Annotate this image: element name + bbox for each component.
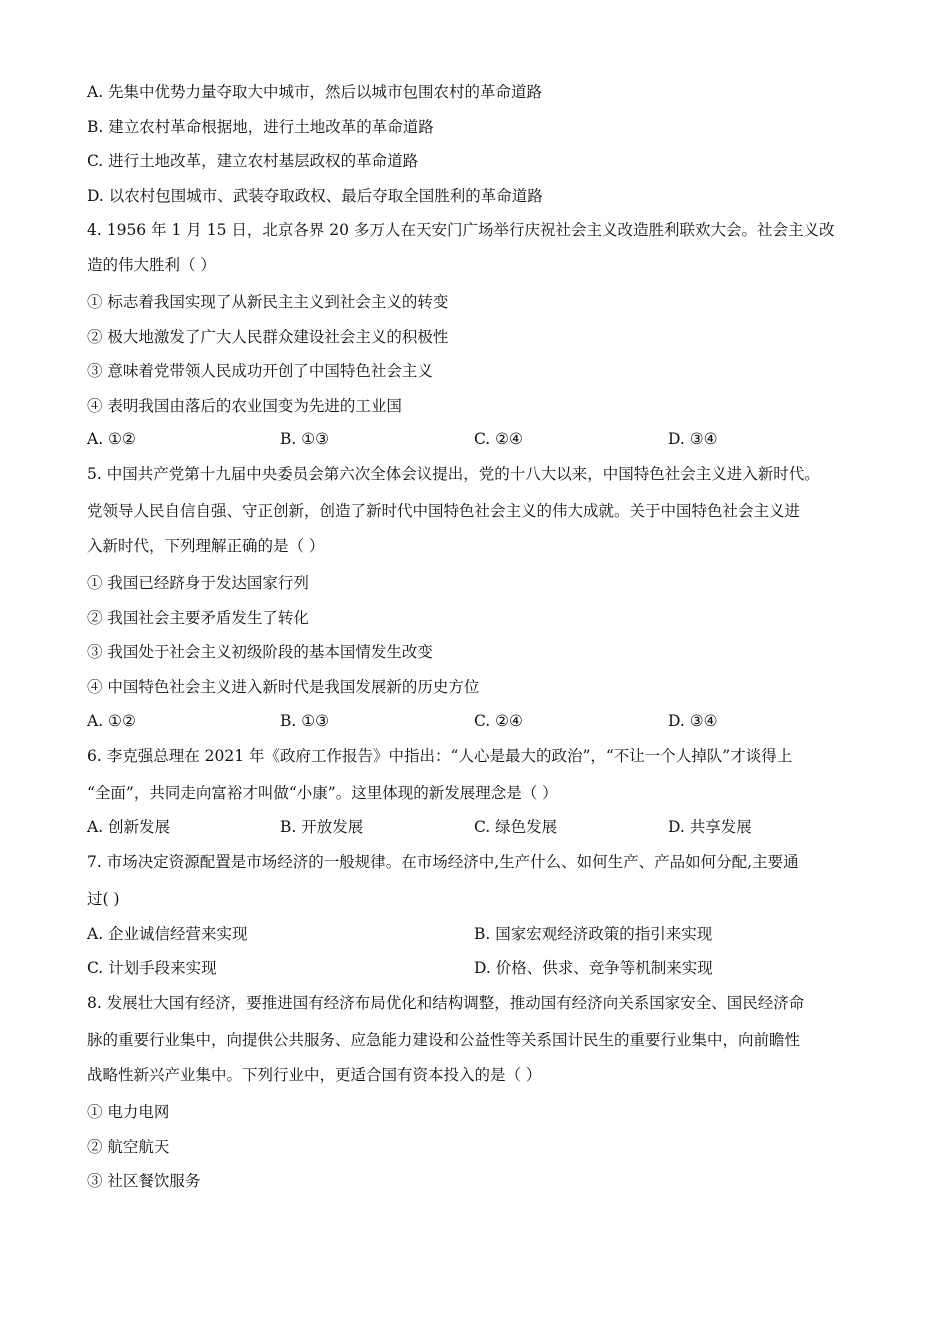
q3-option-a: A. 先集中优势力量夺取大中城市，然后以城市包围农村的革命道路 <box>87 83 543 101</box>
q3-option-c: C. 进行土地改革，建立农村基层政权的革命道路 <box>87 152 419 170</box>
q7-option-d: D. 价格、供求、竞争等机制来实现 <box>474 959 713 977</box>
q4-statement-4: ④ 表明我国由落后的农业国变为先进的工业国 <box>87 397 402 415</box>
q6-options-row <box>87 817 877 837</box>
q8-stem-line-1: 8. 发展壮大国有经济，要推进国有经济布局优化和结构调整，推动国有经济向关系国家安全、国民经济命 <box>87 994 805 1012</box>
q6-option-a: A. 创新发展 <box>87 818 171 836</box>
q5-statement-4: ④ 中国特色社会主义进入新时代是我国发展新的历史方位 <box>87 678 480 696</box>
q7-stem-line-2: 过( ) <box>87 890 120 908</box>
q5-stem-line-1: 5. 中国共产党第十九届中央委员会第六次全体会议提出，党的十八大以来，中国特色社会主义进入新时代。 <box>87 465 820 483</box>
q4-statement-3: ③ 意味着党带领人民成功开创了中国特色社会主义 <box>87 362 433 380</box>
q7-stem-line-1: 7. 市场决定资源配置是市场经济的一般规律。在市场经济中,生产什么、如何生产、产品如何分配,主要通 <box>87 853 799 871</box>
q7-option-c: C. 计划手段来实现 <box>87 959 217 977</box>
q6-option-d: D. 共享发展 <box>668 818 752 836</box>
q5-stem-line-3: 入新时代，下列理解正确的是（ ） <box>87 537 325 555</box>
q8-statement-1: ① 电力电网 <box>87 1103 170 1121</box>
q4-stem-line-2: 造的伟大胜利（ ） <box>87 256 216 274</box>
q6-stem-line-1: 6. 李克强总理在 2021 年《政府工作报告》中指出：“人心是最大的政治”，“不让一个人掉队”才谈得上 <box>87 747 793 765</box>
q8-statement-3: ③ 社区餐饮服务 <box>87 1172 201 1190</box>
q5-statement-1: ① 我国已经跻身于发达国家行列 <box>87 574 309 592</box>
q7-options-row-1 <box>87 924 877 944</box>
q5-option-c: C. ②④ <box>474 712 523 730</box>
q5-statement-3: ③ 我国处于社会主义初级阶段的基本国情发生改变 <box>87 643 433 661</box>
q7-option-b: B. 国家宏观经济政策的指引来实现 <box>474 925 713 943</box>
q8-statement-2: ② 航空航天 <box>87 1138 170 1156</box>
q6-option-c: C. 绿色发展 <box>474 818 558 836</box>
q8-stem-line-2: 脉的重要行业集中，向提供公共服务、应急能力建设和公益性等关系国计民生的重要行业集中，向前瞻性 <box>87 1031 801 1049</box>
q7-options-row-2 <box>87 958 877 978</box>
q6-option-b: B. 开放发展 <box>280 818 364 836</box>
q3-option-d: D. 以农村包围城市、武装夺取政权、最后夺取全国胜利的革命道路 <box>87 187 543 205</box>
q7-option-a: A. 企业诚信经营来实现 <box>87 925 248 943</box>
q4-option-a: A. ①② <box>87 430 136 448</box>
q5-option-d: D. ③④ <box>668 712 718 730</box>
q4-statement-2: ② 极大地激发了广大人民群众建设社会主义的积极性 <box>87 328 449 346</box>
q5-statement-2: ② 我国社会主要矛盾发生了转化 <box>87 609 309 627</box>
q4-option-c: C. ②④ <box>474 430 523 448</box>
q4-option-b: B. ①③ <box>280 430 330 448</box>
q4-options-row <box>87 429 877 449</box>
q5-option-b: B. ①③ <box>280 712 330 730</box>
q5-option-a: A. ①② <box>87 712 136 730</box>
q5-stem-line-2: 党领导人民自信自强、守正创新，创造了新时代中国特色社会主义的伟大成就。关于中国特色社会主义进 <box>87 502 801 520</box>
q4-statement-1: ① 标志着我国实现了从新民主主义到社会主义的转变 <box>87 293 449 311</box>
q4-stem-line-1: 4. 1956 年 1 月 15 日，北京各界 20 多万人在天安门广场举行庆祝社会主义改造胜利联欢大会。社会主义改 <box>87 221 835 239</box>
q5-options-row <box>87 711 877 731</box>
q6-stem-line-2: “全面”，共同走向富裕才叫做“小康”。这里体现的新发展理念是（ ） <box>87 784 558 802</box>
q8-stem-line-3: 战略性新兴产业集中。下列行业中，更适合国有资本投入的是（ ） <box>87 1066 542 1084</box>
q4-option-d: D. ③④ <box>668 430 718 448</box>
q3-option-b: B. 建立农村革命根据地，进行土地改革的革命道路 <box>87 118 434 136</box>
